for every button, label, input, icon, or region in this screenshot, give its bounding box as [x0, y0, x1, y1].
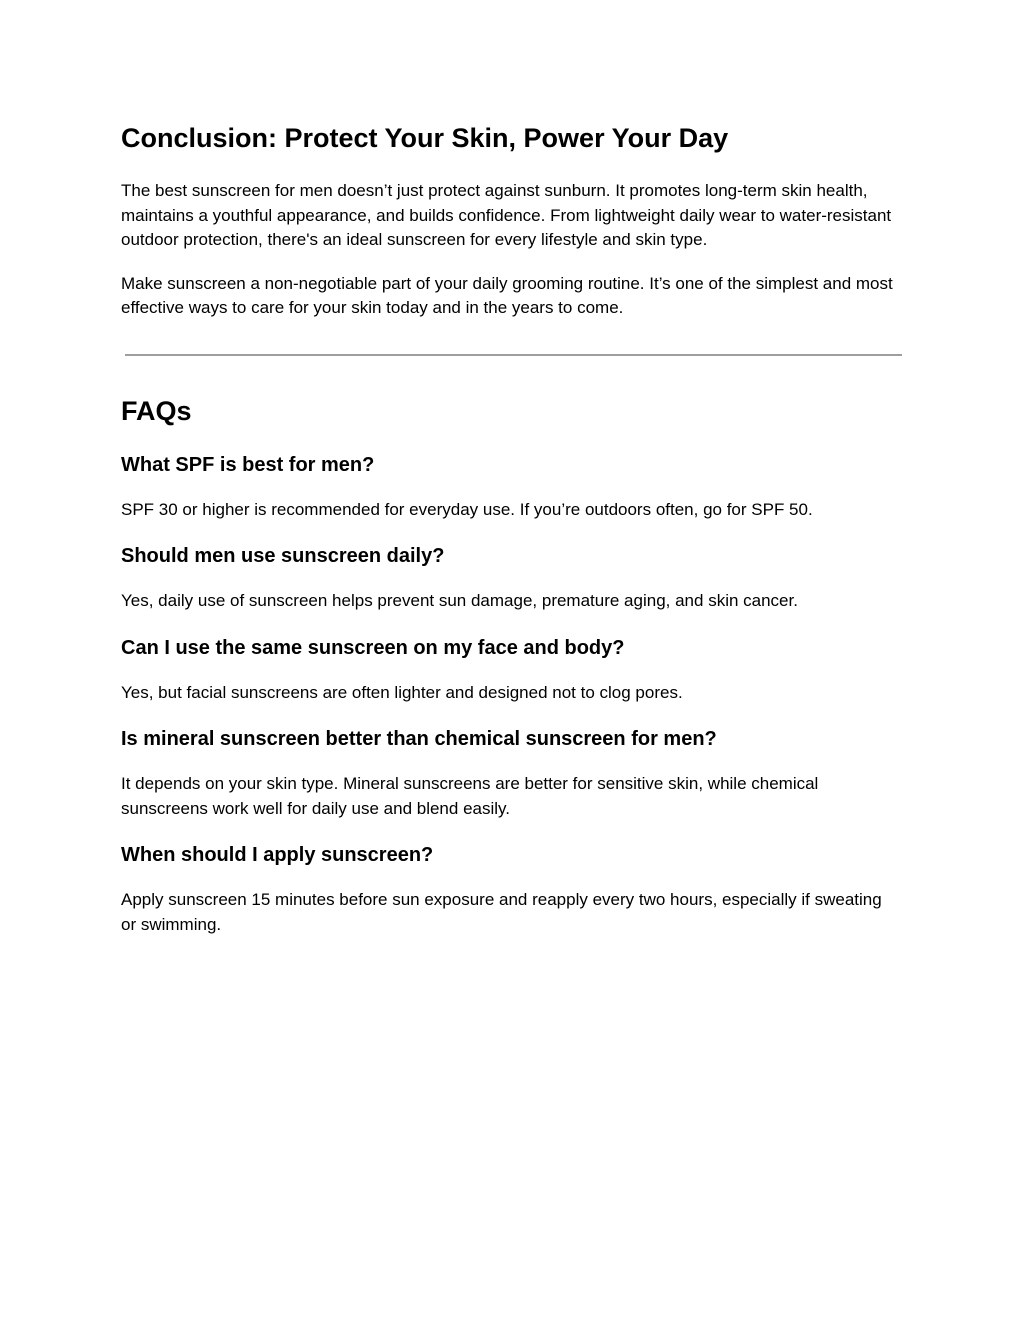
- faq-item: [121, 842, 900, 937]
- faq-question: What SPF is best for men?: [121, 453, 375, 476]
- faq-item: [121, 635, 900, 706]
- conclusion-section: [121, 121, 900, 321]
- conclusion-paragraph: The best sunscreen for men doesn’t just protect against sunburn. It promotes long-term skin health, maintains a youthful appearance, and builds confidence. From lightweight daily wear to water-resistant outdoor protection, there's an ideal sunscreen for every lifestyle and skin type.: [121, 181, 892, 249]
- faqs-section: [121, 394, 900, 938]
- faq-item: [121, 543, 900, 614]
- faq-item: [121, 726, 900, 821]
- faq-question: Should men use sunscreen daily?: [121, 545, 445, 567]
- conclusion-paragraph: Make sunscreen a non-negotiable part of your daily grooming routine. It’s one of the simplest and most effective ways to care for your skin today and in the years to come.: [121, 273, 893, 317]
- faq-answer: SPF 30 or higher is recommended for everyday use. If you’re outdoors often, go for SPF 50.: [121, 499, 813, 519]
- faq-answer: Apply sunscreen 15 minutes before sun exposure and reapply every two hours, especially if sweating or swimming.: [121, 890, 882, 934]
- faq-question: Is mineral sunscreen better than chemical sunscreen for men?: [121, 728, 717, 750]
- faq-question: Can I use the same sunscreen on my face and body?: [121, 636, 625, 659]
- conclusion-heading: Conclusion: Protect Your Skin, Power Your Day: [121, 123, 729, 153]
- faqs-heading: FAQs: [121, 395, 192, 426]
- section-divider: [125, 354, 902, 356]
- faq-item: [121, 452, 900, 523]
- faq-question: When should I apply sunscreen?: [121, 844, 434, 866]
- faq-answer: It depends on your skin type. Mineral sunscreens are better for sensitive skin, while chemical sunscreens work well for daily use and blend easily.: [121, 774, 819, 818]
- faq-answer: Yes, but facial sunscreens are often lighter and designed not to clog pores.: [121, 682, 683, 702]
- faq-answer: Yes, daily use of sunscreen helps prevent sun damage, premature aging, and skin cancer.: [121, 591, 798, 610]
